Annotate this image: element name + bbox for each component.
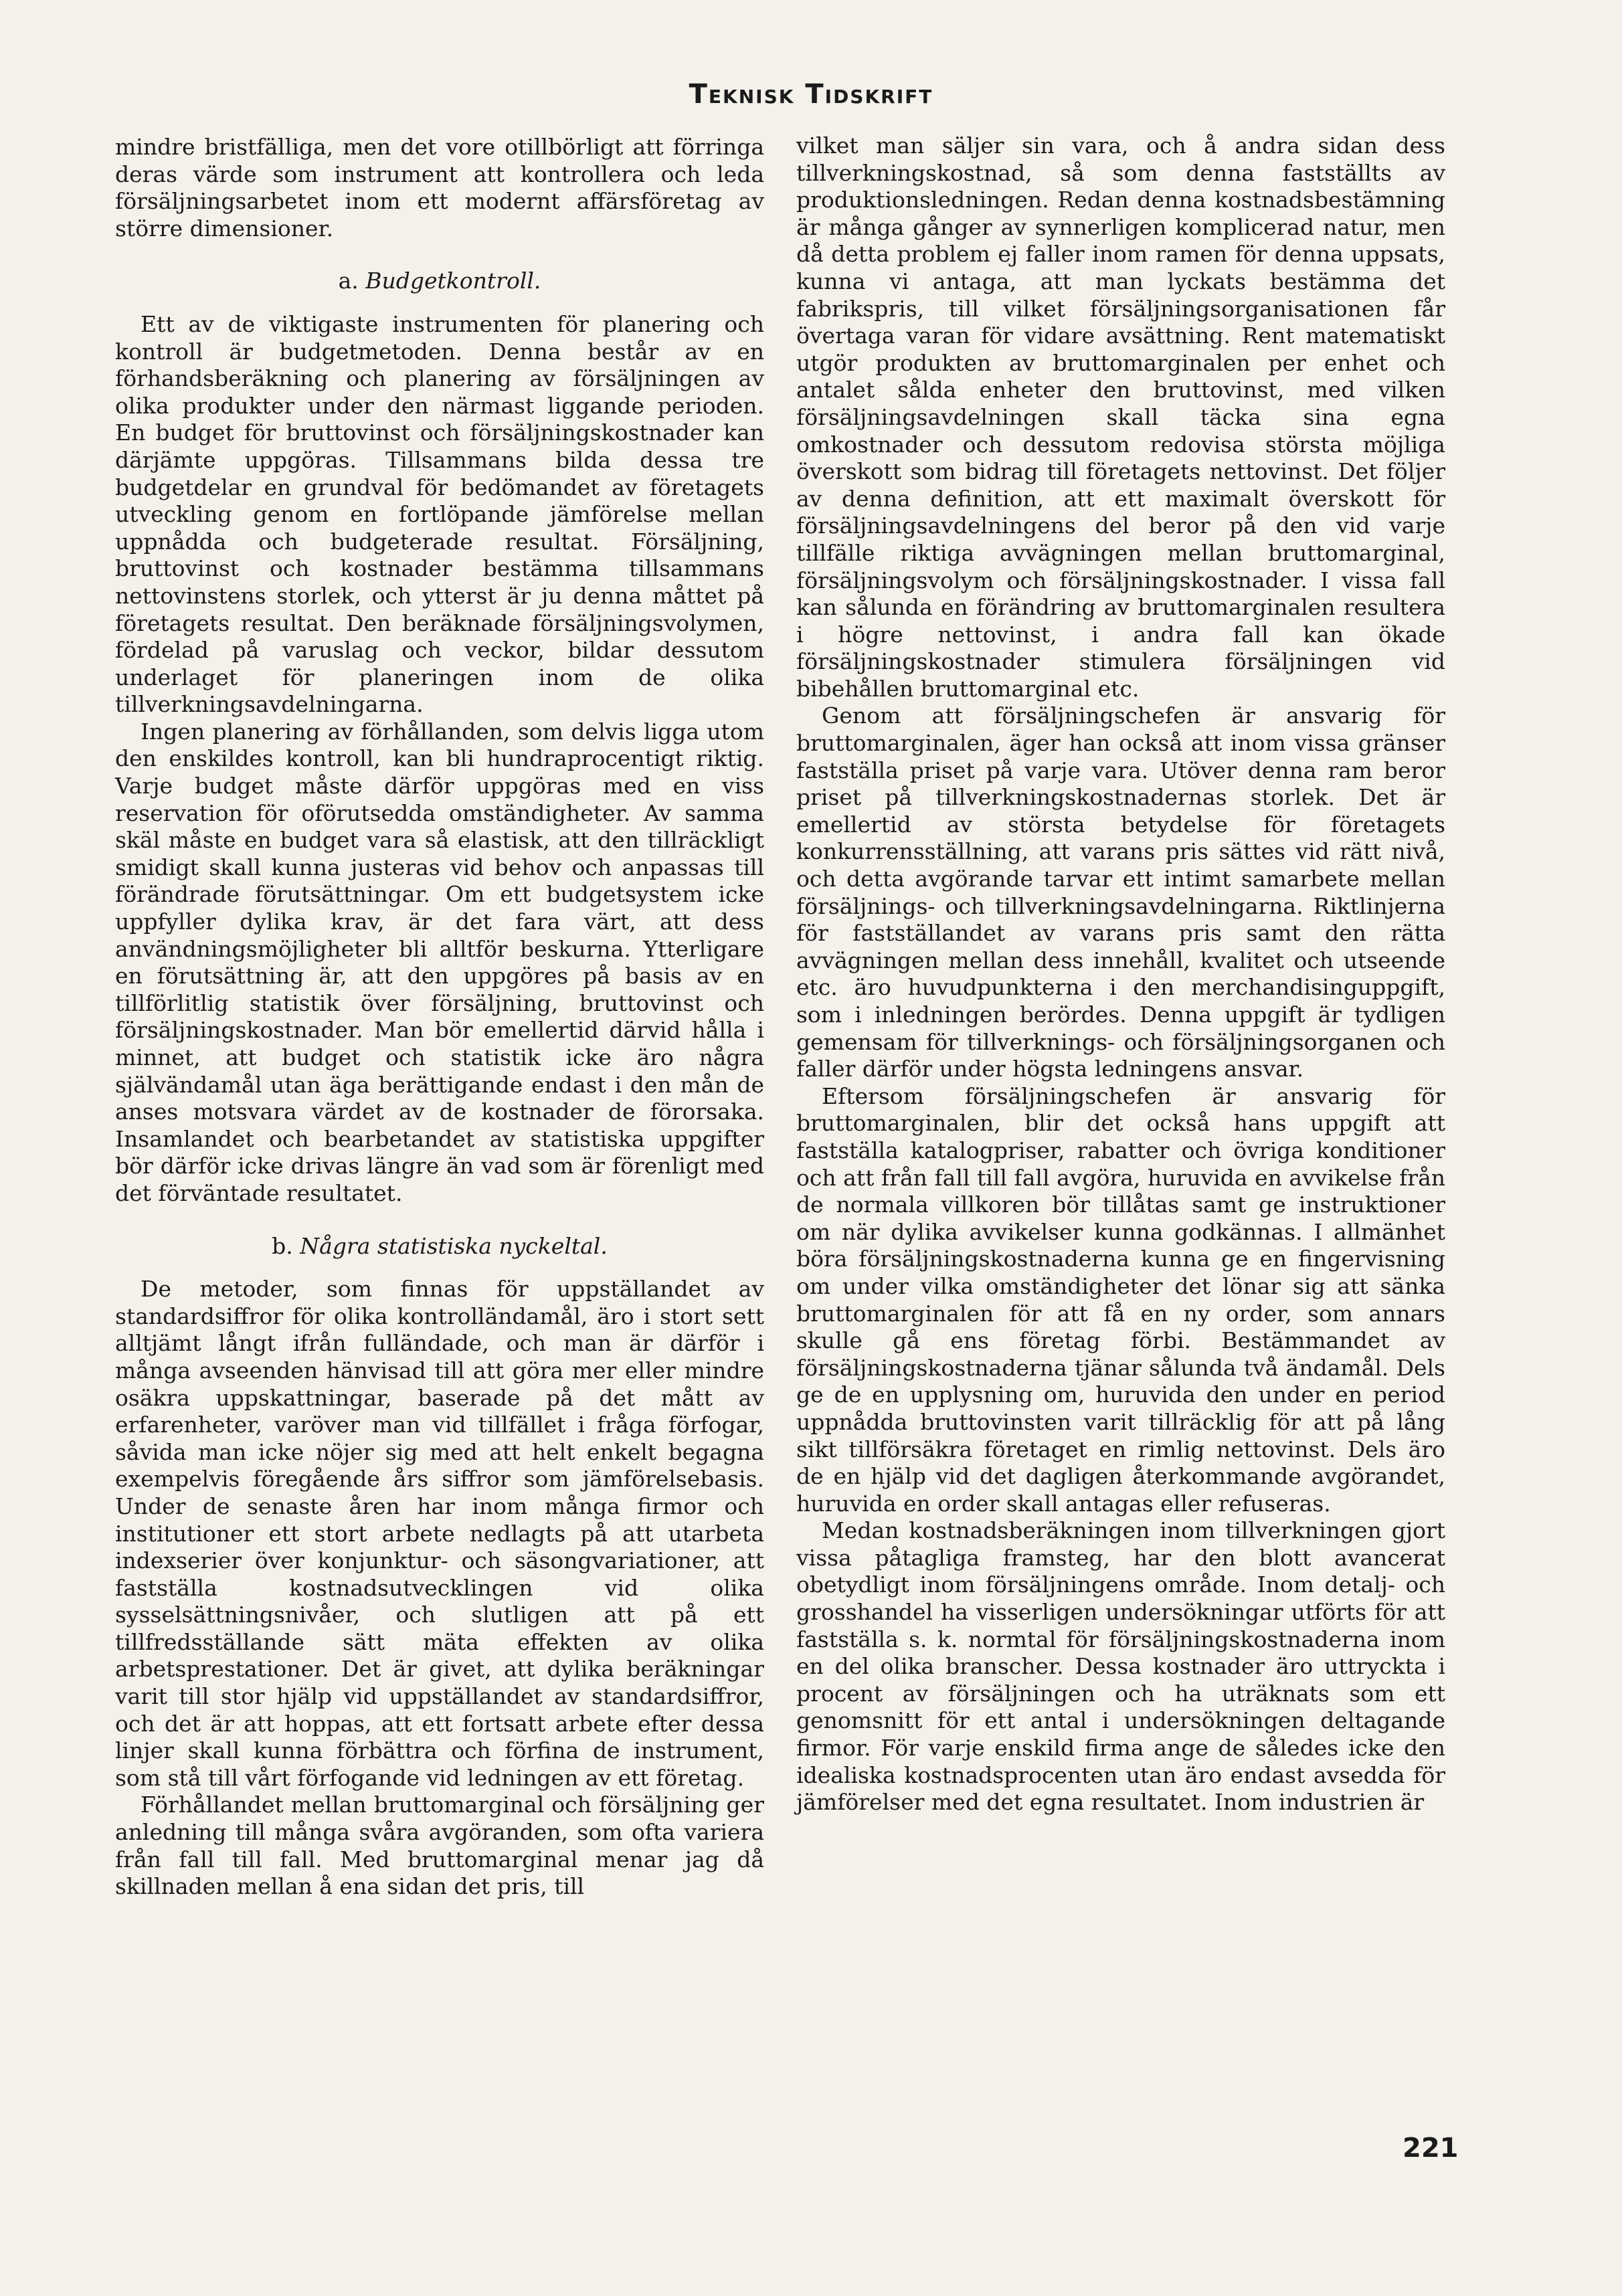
section-title: Några statistiska nyckeltal. <box>300 1232 608 1259</box>
page-number: 221 <box>1403 2133 1459 2164</box>
paragraph: Ingen planering av förhållanden, som delvis ligga utom den enskildes kontroll, kan bli hundraprocentigt riktig. Varje budget måste därför uppgöras med en viss reservation för oförutsedda omständigheter. Av samma skäl måste en budget vara så elastisk, att den tillräckligt smidigt skall kunna justeras vid behov och anpassas till förändrade förutsättningar. Om ett budgetsystem icke uppfyller dylika krav, är det fara värt, att dess användningsmöjligheter bli alltför beskurna. Ytterligare en förutsättning är, att den uppgöres på basis av en tillförlitlig statistik över försäljning, bruttovinst och försäljningskostnader. Man bör emellertid därvid hålla i minnet, att budget och statistik icke äro några självändamål utan äga berättigande endast i den mån de anses motsvara värdet av de kostnader de förorsaka. Insamlandet och bearbetandet av statistiska uppgifter bör därför icke drivas längre än vad som är förenligt med det förväntade resultatet. <box>115 718 764 1206</box>
section-heading-a <box>115 268 764 295</box>
section-heading-b <box>115 1233 764 1260</box>
journal-title: Teknisk Tidskrift <box>689 79 933 110</box>
paragraph: Medan kostnadsberäkningen inom tillverkningen gjort vissa påtagliga framsteg, har den blott avancerat obetydligt inom försäljningens område. Inom detalj- och grosshandel ha visserligen undersökningar utförts för att fastställa s. k. normtal för försäljningskostnaderna inom en del olika branscher. Dessa kostnader äro uttryckta i procent av försäljningen och ha uträknats som ett genomsnitt för ett antal i undersökningen deltagande firmor. För varje enskild firma ange de således icke den idealiska kostnadsprocenten utan äro endast avsedda för jämförelser med det egna resultatet. Inom industrien är <box>796 1517 1445 1816</box>
paragraph: Ett av de viktigaste instrumenten för planering och kontroll är budgetmetoden. Denna består av en förhandsberäkning och planering av försäljningen av olika produkter under den närmast liggande perioden. En budget för bruttovinst och försäljningskostnader kan därjämte uppgöras. Tillsammans bilda dessa tre budgetdelar en grundval för bedömandet av företagets utveckling genom en fortlöpande jämförelse mellan uppnådda och budgeterade resultat. Försäljning, bruttovinst och kostnader bestämma tillsammans nettovinstens storlek, och ytterst är ju denna måttet på företagets resultat. Den beräknade försäljningsvolymen, fördelad på varuslag och veckor, bildar dessutom underlaget för planeringen inom de olika tillverkningsavdelningarna. <box>115 310 764 718</box>
paragraph: mindre bristfälliga, men det vore otillbörligt att förringa deras värde som instrument att kontrollera och leda försäljningsarbetet inom ett modernt affärsföretag av större dimensioner. <box>115 134 764 242</box>
paragraph: vilket man säljer sin vara, och å andra sidan dess tillverkningskostnad, så som denna fastställts av produktionsledningen. Redan denna kostnadsbestämning är många gånger av synnerligen komplicerad natur, men då detta problem ej faller inom ramen för denna uppsats, kunna vi antaga, att man lyckats bestämma det fabrikspris, till vilket försäljningsorganisationen får övertaga varan för vidare avsättning. Rent matematiskt utgör produkten av bruttomarginalen per enhet och antalet sålda enheter den bruttovinst, med vilken försäljningsavdelningen skall täcka sina egna omkostnader och dessutom redovisa största möjliga överskott som bidrag till företagets nettovinst. Det följer av denna definition, att ett maximalt överskott för försäljningsavdelningens del beror på den vid varje tillfälle riktiga avvägningen mellan bruttomarginal, försäljningsvolym och försäljningskostnader. I vissa fall kan sålunda en förändring av bruttomarginalen resultera i högre nettovinst, i andra fall kan ökade försäljningskostnader stimulera försäljningen vid bibehållen bruttomarginal etc. <box>796 132 1445 702</box>
section-title: Budgetkontroll. <box>365 268 541 294</box>
left-column <box>115 134 764 1901</box>
paragraph: De metoder, som finnas för uppställandet av standardsiffror för olika kontrolländamål, äro i stort sett alltjämt långt ifrån fulländade, och man är därför i många avseenden hänvisad till att göra mer eller mindre osäkra uppskattningar, baserade på det mått av erfarenheter, varöver man vid tillfället i fråga förfogar, såvida man icke nöjer sig med att helt enkelt begagna exempelvis föregående års siffror som jämförelsebasis. Under de senaste åren har inom många firmor och institutioner ett stort arbete nedlagts på att utarbeta indexserier över konjunktur- och säsongvariationer, att fastställa kostnadsutvecklingen vid olika sysselsättningsnivåer, och slutligen att på ett tillfredsställande sätt mäta effekten av olika arbetsprestationer. Det är givet, att dylika beräkningar varit till stor hjälp vid uppställandet av standardsiffror, och det är att hoppas, att ett fortsatt arbete efter dessa linjer skall kunna förbättra och förfina de instrument, som stå till vårt förfogande vid ledningen av ett företag. <box>115 1276 764 1791</box>
section-label: b. <box>272 1232 293 1259</box>
paragraph: Eftersom försäljningschefen är ansvarig för bruttomarginalen, blir det också hans uppgift att fastställa katalogpriser, rabatter och övriga konditioner och att från fall till fall avgöra, huruvida en avvikelse från de normala villkoren bör tillåtas samt ge instruktioner om när dylika avvikelser kunna godkännas. I allmänhet böra försäljningskostnaderna kunna ge en fingervisning om under vilka omständigheter det lönar sig att sänka bruttomarginalen för att få en ny order, som annars skulle gå ens företag förbi. Bestämmandet av försäljningskostnaderna tjänar sålunda två ändamål. Dels ge de en upplysning om, huruvida den under en period uppnådda bruttovinsten varit tillräcklig för att på lång sikt tillförsäkra företaget en rimlig nettovinst. Dels äro de en hjälp vid det dagligen återkommande avgörandet, huruvida en order skall antagas eller refuseras. <box>796 1082 1445 1517</box>
paragraph: Genom att försäljningschefen är ansvarig för bruttomarginalen, äger han också att inom vissa gränser fastställa priset på varje vara. Utöver denna ram beror priset på tillverkningskostnadernas storlek. Det är emellertid av största betydelse för företagets konkurrensställning, att varans pris sättes vid rätt nivå, och detta avgörande tarvar ett intimt samarbete mellan försäljnings- och tillverkningsavdelningarna. Riktlinjerna för fastställandet av varans pris samt den rätta avvägningen mellan dess innehåll, kvalitet och utseende etc. äro huvudpunkterna i den merchandisinguppgift, som i inledningen berördes. Denna uppgift är tydligen gemensam för tillverknings- och försäljningsorganen och faller därför under högsta ledningens ansvar. <box>796 702 1445 1082</box>
running-header <box>0 79 1622 110</box>
right-column <box>796 132 1445 1816</box>
section-label: a. <box>338 268 359 294</box>
paragraph: Förhållandet mellan bruttomarginal och försäljning ger anledning till många svåra avgöranden, som ofta variera från fall till fall. Med bruttomarginal menar jag då skillnaden mellan å ena sidan det pris, till <box>115 1792 764 1900</box>
